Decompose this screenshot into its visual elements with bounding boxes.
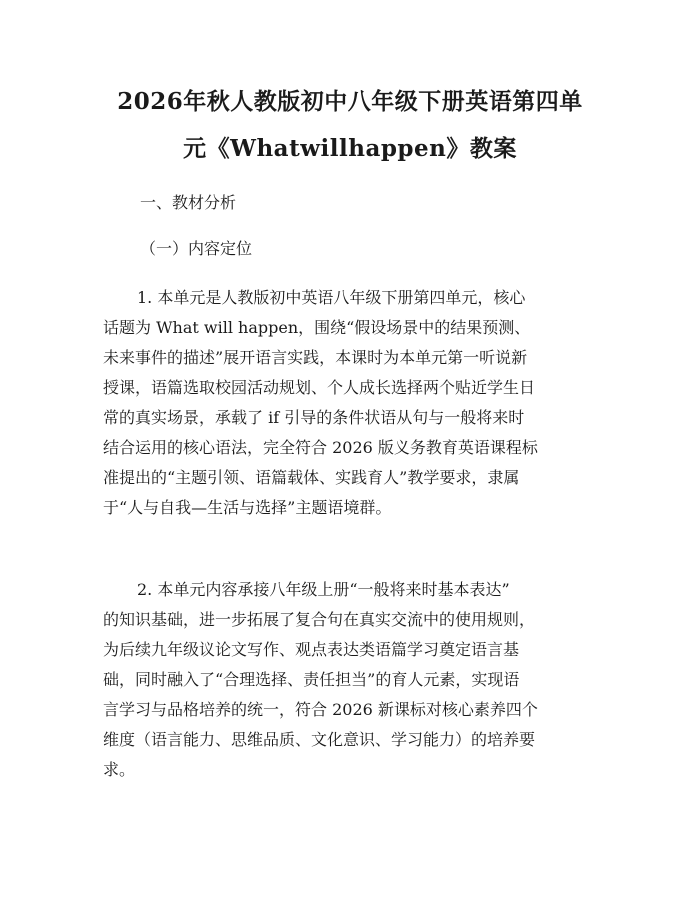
paragraph-line: 的知识基础，进一步拓展了复合句在真实交流中的使用规则，	[103, 610, 536, 629]
paragraph-line: 2. 本单元内容承接八年级上册“一般将来时基本表达”	[137, 580, 510, 599]
section-heading: 一、教材分析	[140, 193, 237, 212]
document-title-line-2: 元《Whatwillhappen》教案	[183, 135, 517, 162]
paragraph-line: 维度（语言能力、思维品质、文化意识、学习能力）的培养要	[103, 730, 536, 749]
paragraph-line: 求。	[103, 760, 136, 779]
paragraph-line: 未来事件的描述”展开语言实践，本课时为本单元第一听说新	[103, 348, 528, 367]
paragraph-line: 话题为 What will happen，围绕“假设场景中的结果预测、	[103, 318, 531, 337]
document-title-line-1: 2026年秋人教版初中八年级下册英语第四单	[117, 88, 583, 115]
paragraph-line: 言学习与品格培养的统一，符合 2026 新课标对核心素养四个	[103, 700, 538, 719]
paragraph-line: 结合运用的核心语法，完全符合 2026 版义务教育英语课程标	[103, 438, 538, 457]
paragraph-line: 为后续九年级议论文写作、观点表达类语篇学习奠定语言基	[103, 640, 520, 659]
paragraph-1	[103, 283, 603, 523]
paragraph-line: 于“人与自我—生活与选择”主题语境群。	[103, 498, 392, 517]
paragraph-line: 础，同时融入了“合理选择、责任担当”的育人元素，实现语	[103, 670, 520, 689]
paragraph-line: 常的真实场景，承载了 if 引导的条件状语从句与一般将来时	[103, 408, 525, 427]
paragraph-2	[103, 575, 603, 785]
paragraph-line: 1. 本单元是人教版初中英语八年级下册第四单元，核心	[137, 288, 526, 307]
paragraph-line: 授课，语篇选取校园活动规划、个人成长选择两个贴近学生日	[103, 378, 536, 397]
subsection-heading: （一）内容定位	[140, 239, 253, 258]
paragraph-line: 准提出的“主题引领、语篇载体、实践育人”教学要求，隶属	[103, 468, 520, 487]
